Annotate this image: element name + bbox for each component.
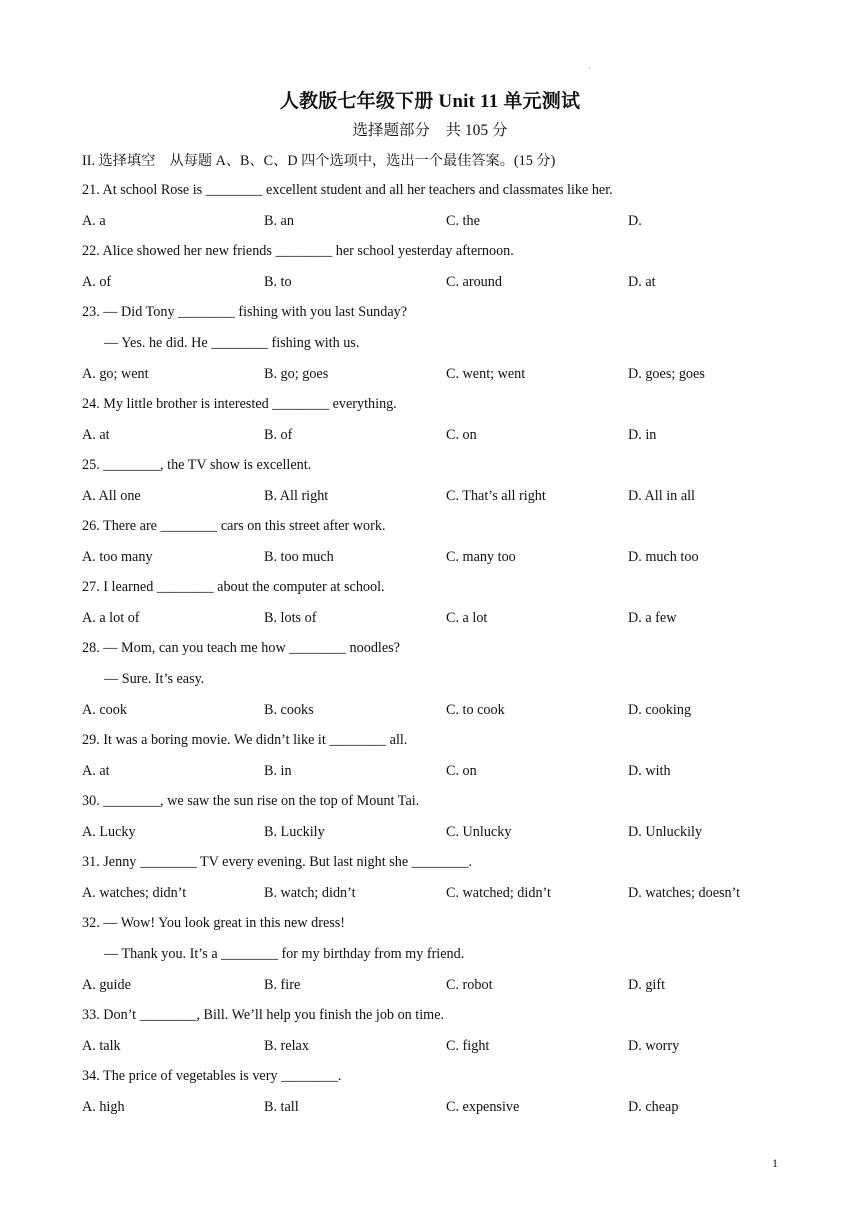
q27-option-d: D. a few <box>628 610 677 626</box>
q32-option-b: B. fire <box>264 977 301 993</box>
q27-option-b: B. lots of <box>264 610 317 626</box>
question-26-stem: 26. There are ________ cars on this street after work. <box>82 518 386 534</box>
question-23-stem: 23. — Did Tony ________ fishing with you last Sunday? <box>82 304 408 320</box>
q22-option-a: A. of <box>82 274 112 290</box>
question-23-reply: — Yes. he did. He ________ fishing with us. <box>104 335 360 351</box>
q33-option-d: D. worry <box>628 1038 680 1054</box>
question-21-stem: 21. At school Rose is ________ excellent student and all her teachers and classmates like her. <box>82 182 613 198</box>
q21-option-c: C. the <box>446 213 480 229</box>
q25-option-d: D. All in all <box>628 488 695 504</box>
q22-option-d: D. at <box>628 274 656 290</box>
q34-option-a: A. high <box>82 1099 125 1115</box>
q30-option-d: D. Unluckily <box>628 824 703 840</box>
q23-option-b: B. go; goes <box>264 366 329 382</box>
q34-option-b: B. tall <box>264 1099 299 1115</box>
q24-option-c: C. on <box>446 427 477 443</box>
question-32-reply: — Thank you. It’s a ________ for my birthday from my friend. <box>104 946 465 962</box>
q26-option-a: A. too many <box>82 549 153 565</box>
question-32-stem: 32. — Wow! You look great in this new dress! <box>82 915 346 931</box>
page-number: 1 <box>772 1156 778 1170</box>
q33-option-b: B. relax <box>264 1038 309 1054</box>
q26-option-b: B. too much <box>264 549 334 565</box>
question-25-stem: 25. ________, the TV show is excellent. <box>82 457 312 473</box>
q21-option-b: B. an <box>264 213 294 229</box>
q30-option-a: A. Lucky <box>82 824 136 840</box>
question-31-stem: 31. Jenny ________ TV every evening. But last night she ________. <box>82 854 472 870</box>
q29-option-d: D. with <box>628 763 671 779</box>
question-28-stem: 28. — Mom, can you teach me how ________ noodles? <box>82 640 400 656</box>
q28-option-d: D. cooking <box>628 702 692 718</box>
question-29-stem: 29. It was a boring movie. We didn’t like it ________ all. <box>82 732 408 748</box>
q25-option-b: B. All right <box>264 488 329 504</box>
section-instruction: II. 选择填空 从每题 A、B、C、D 四个选项中，选出一个最佳答案。(15 分) <box>82 153 556 169</box>
q31-option-d: D. watches; doesn’t <box>628 885 741 901</box>
q29-option-c: C. on <box>446 763 477 779</box>
q24-option-b: B. of <box>264 427 293 443</box>
q24-option-a: A. at <box>82 427 110 443</box>
q31-option-a: A. watches; didn’t <box>82 885 187 901</box>
q34-option-c: C. expensive <box>446 1099 520 1115</box>
q31-option-c: C. watched; didn’t <box>446 885 551 901</box>
header-mark: · <box>588 64 591 73</box>
q23-option-d: D. goes; goes <box>628 366 705 382</box>
q30-option-b: B. Luckily <box>264 824 325 840</box>
q26-option-d: D. much too <box>628 549 699 565</box>
q21-option-a: A. a <box>82 213 106 229</box>
q34-option-d: D. cheap <box>628 1099 679 1115</box>
q25-option-c: C. That’s all right <box>446 488 546 504</box>
q28-option-b: B. cooks <box>264 702 314 718</box>
q33-option-c: C. fight <box>446 1038 490 1054</box>
q27-option-c: C. a lot <box>446 610 488 626</box>
page-title: 人教版七年级下册 Unit 11 单元测试 <box>279 91 581 112</box>
q32-option-a: A. guide <box>82 977 131 993</box>
question-27-stem: 27. I learned ________ about the computer at school. <box>82 579 385 595</box>
question-33-stem: 33. Don’t ________, Bill. We’ll help you finish the job on time. <box>82 1007 445 1023</box>
q23-option-a: A. go; went <box>82 366 149 382</box>
q25-option-a: A. All one <box>82 488 141 504</box>
q27-option-a: A. a lot of <box>82 610 140 626</box>
q24-option-d: D. in <box>628 427 657 443</box>
q29-option-b: B. in <box>264 763 292 779</box>
q21-option-d: D. <box>628 213 642 229</box>
q29-option-a: A. at <box>82 763 110 779</box>
q31-option-b: B. watch; didn’t <box>264 885 356 901</box>
page-subtitle: 选择题部分 共 105 分 <box>352 122 508 139</box>
q32-option-d: D. gift <box>628 977 666 993</box>
q28-option-c: C. to cook <box>446 702 505 718</box>
question-24-stem: 24. My little brother is interested ________ everything. <box>82 396 397 412</box>
q22-option-c: C. around <box>446 274 502 290</box>
question-28-reply: — Sure. It’s easy. <box>104 671 205 687</box>
q26-option-c: C. many too <box>446 549 516 565</box>
q30-option-c: C. Unlucky <box>446 824 512 840</box>
question-34-stem: 34. The price of vegetables is very ________. <box>82 1068 342 1084</box>
q28-option-a: A. cook <box>82 702 127 718</box>
question-22-stem: 22. Alice showed her new friends ________ her school yesterday afternoon. <box>82 243 514 259</box>
q33-option-a: A. talk <box>82 1038 121 1054</box>
q32-option-c: C. robot <box>446 977 493 993</box>
question-30-stem: 30. ________, we saw the sun rise on the top of Mount Tai. <box>82 793 420 809</box>
q22-option-b: B. to <box>264 274 292 290</box>
q23-option-c: C. went; went <box>446 366 526 382</box>
